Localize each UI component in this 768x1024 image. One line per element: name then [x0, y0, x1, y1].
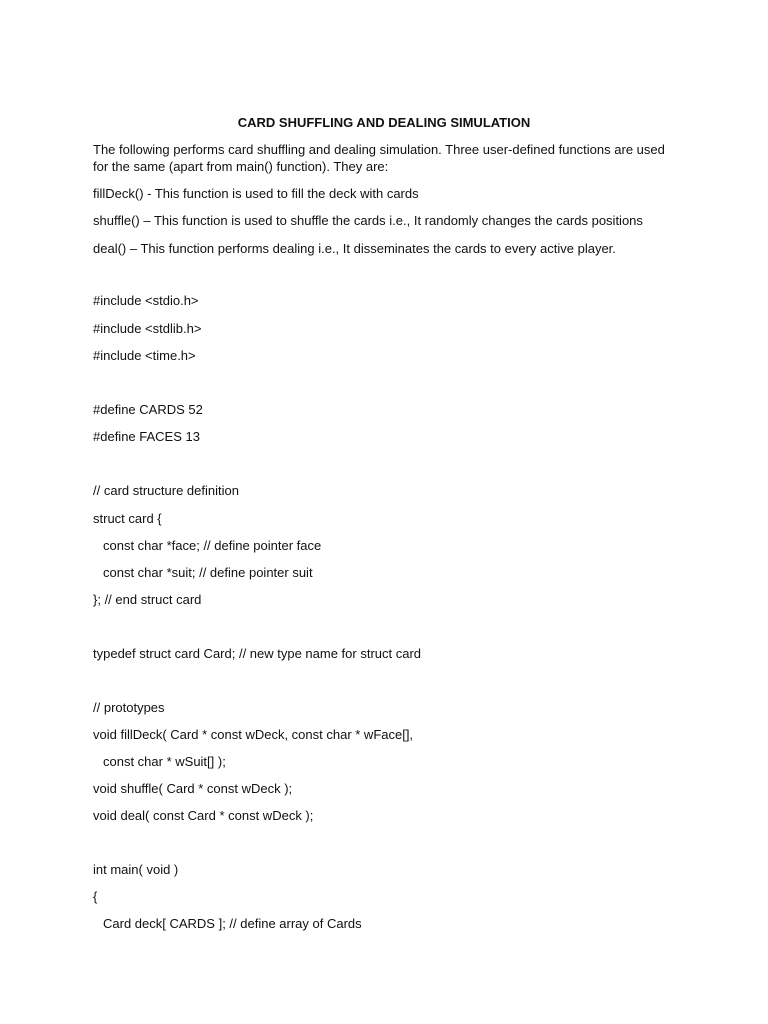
code-line-face-member: const char *face; // define pointer face — [103, 538, 322, 553]
code-line-proto-deal: void deal( const Card * const wDeck ); — [93, 808, 314, 823]
intro-line-2: for the same (apart from main() function). They are: — [93, 159, 389, 174]
code-line-struct-close: }; // end struct card — [93, 592, 202, 607]
deal-description: deal() – This function performs dealing i.e., It disseminates the cards to every active player. — [93, 241, 616, 256]
code-line-struct-comment: // card structure definition — [93, 483, 239, 498]
code-line-define-faces: #define FACES 13 — [93, 429, 200, 444]
intro-line-1: The following performs card shuffling and dealing simulation. Three user-defined functions are used — [93, 142, 665, 157]
code-line-include-time: #include <time.h> — [93, 348, 196, 363]
code-line-suit-member: const char *suit; // define pointer suit — [103, 565, 313, 580]
code-line-struct-open: struct card { — [93, 511, 162, 526]
code-line-typedef: typedef struct card Card; // new type name for struct card — [93, 646, 422, 661]
code-line-prototypes-comment: // prototypes — [93, 700, 165, 715]
shuffle-description: shuffle() – This function is used to shuffle the cards i.e., It randomly changes the cards positions — [93, 213, 643, 228]
code-line-define-cards: #define CARDS 52 — [93, 402, 203, 417]
code-line-deck-declaration: Card deck[ CARDS ]; // define array of Cards — [103, 916, 362, 931]
filldeck-description: fillDeck() - This function is used to fill the deck with cards — [93, 186, 419, 201]
code-line-main-signature: int main( void ) — [93, 862, 179, 877]
code-line-brace-open: { — [93, 889, 98, 904]
code-line-include-stdio: #include <stdio.h> — [93, 293, 199, 308]
code-line-proto-shuffle: void shuffle( Card * const wDeck ); — [93, 781, 293, 796]
code-line-proto-filldeck-1: void fillDeck( Card * const wDeck, const char * wFace[], — [93, 727, 414, 742]
code-line-include-stdlib: #include <stdlib.h> — [93, 321, 202, 336]
code-line-proto-filldeck-2: const char * wSuit[] ); — [103, 754, 226, 769]
document-title: CARD SHUFFLING AND DEALING SIMULATION — [237, 115, 531, 130]
